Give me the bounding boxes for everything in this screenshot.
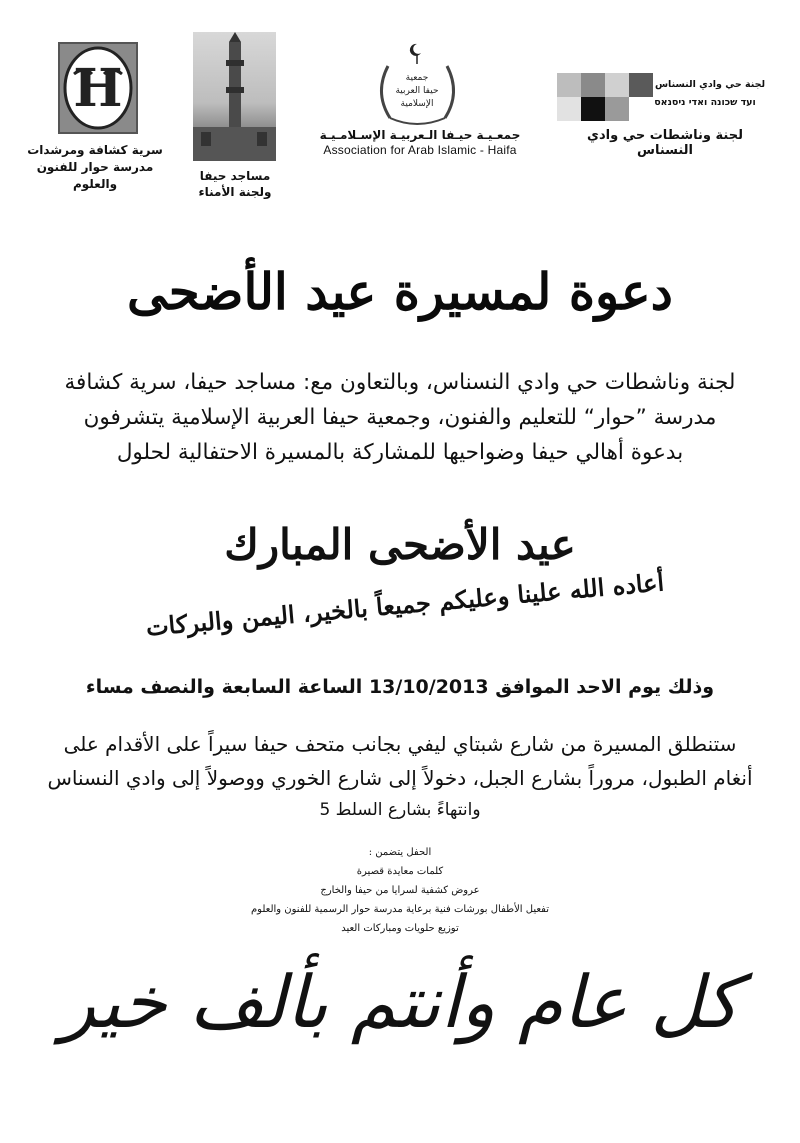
program-item: توزيع حلويات ومباركات العيد [341, 923, 459, 934]
route-line: ستنطلق المسيرة من شارع شبتاي ليفي بجانب متحف حيفا سيراً على الأقدام على [63, 732, 737, 756]
hiwar-caption-line: سرية كشافة ومرشدات [27, 143, 163, 157]
mosque-caption-line: ولجنة الأمناء [198, 185, 272, 199]
program-list [180, 843, 620, 938]
hiwar-logo [58, 42, 138, 134]
hiwar-caption [20, 142, 170, 193]
program-item: عروض كشفية لسرايا من حيفا والخارج [320, 885, 480, 896]
wadi-caption: لجنة وناشطات حي وادي النسناس [587, 128, 743, 158]
laurel-crescent-icon [370, 38, 465, 128]
wadi-committee-he: ועד שכונה ואדי ניסנאס [654, 97, 756, 108]
closing-greeting: كل عام وأنتم بألف خير [60, 960, 740, 1044]
route-end: وانتهاءً بشارع السلط 5 [319, 800, 481, 820]
subtitle: عيد الأضحى المبارك [224, 520, 576, 569]
hiwar-logo-letter: H [73, 58, 123, 119]
wadi-committee-ar: لجنة حي وادي النسناس [654, 79, 766, 90]
program-item: تفعيل الأطفال بورشات فنية برعاية مدرسة حوار الرسمية للفنون والعلوم [250, 904, 550, 915]
route-paragraph [20, 727, 780, 795]
route-line: أنغام الطبول، مروراً بشارع الجبل، دخولاً إلى شارع الخوري ووصولاً إلى وادي النسناس [47, 766, 753, 790]
emblem-line: جمعية [405, 73, 429, 83]
hiwar-emblem-icon [60, 44, 136, 132]
date-line: وذلك يوم الاحد الموافق 13/10/2013 الساعة السابعة والنصف مساء [85, 676, 715, 698]
mosque-caption-line: مساجد حيفا [199, 169, 271, 183]
mosque-caption [180, 168, 290, 200]
mosque-photo [193, 32, 276, 161]
program-heading: الحفل يتضمن : [368, 847, 432, 858]
emblem-line: الإسلامية [400, 99, 434, 109]
association-name-ar: جمعـيـة حيـفا الـعربيـة الإسـلامـيـة [319, 128, 521, 142]
page-title: دعوة لمسيرة عيد الأضحى [127, 262, 673, 321]
blessing: أعاده الله علينا وعليكم جميعاً بالخير، اليمن والبركات [144, 567, 666, 642]
hiwar-caption-line: والعلوم [72, 177, 118, 191]
association-emblem [370, 38, 465, 128]
intro-paragraph [20, 365, 780, 470]
intro-line: بدعوة أهالي حيفا وضواحيها للمشاركة بالمسيرة الاحتفالية لحلول [116, 440, 684, 465]
intro-line: لجنة وناشطات حي وادي النسناس، وبالتعاون مع: مساجد حيفا، سرية كشافة [64, 370, 736, 395]
minaret-icon [193, 32, 276, 161]
intro-line: مدرسة ”حوار“ للتعليم والفنون، وجمعية حيفا العربية الإسلامية يتشرفون [83, 405, 717, 430]
association-name-en: Association for Arab Islamic - Haifa [323, 143, 517, 157]
emblem-line: حيفا العربية [395, 86, 439, 96]
program-item: كلمات معايدة قصيرة [356, 866, 444, 877]
hiwar-caption-line: مدرسة حوار للفنون [36, 160, 154, 174]
